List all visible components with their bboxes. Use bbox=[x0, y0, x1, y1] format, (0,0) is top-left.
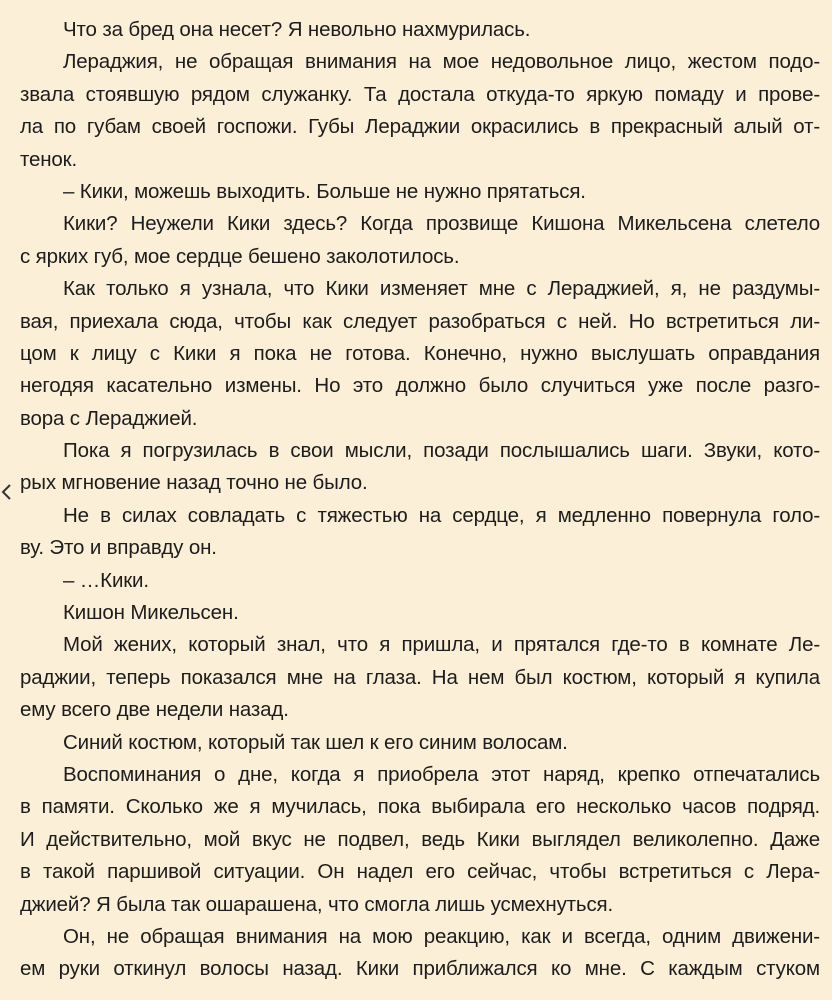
text-line: звала стоявшую рядом служанку. Та достала откуда-то яркую помаду и прове- bbox=[20, 82, 820, 106]
text-line: И действительно, мой вкус не подвел, ведь Кики выглядел великолепно. Даже bbox=[20, 827, 820, 851]
text-line: ему всего две недели назад. bbox=[20, 698, 289, 722]
chevron-left-icon[interactable] bbox=[0, 481, 14, 503]
text-line: Кики? Неужели Кики здесь? Когда прозвище Кишона Микельсена слетело bbox=[63, 212, 820, 236]
text-line: раджии, теперь показался мне на глаза. На нем был костюм, который я купила bbox=[20, 665, 820, 689]
text-line: Пока я погрузилась в свои мысли, позади послышались шаги. Звуки, кото- bbox=[63, 439, 820, 463]
text-line: рых мгновение назад точно не было. bbox=[20, 471, 368, 495]
text-line: Синий костюм, который так шел к его синим волосам. bbox=[63, 730, 568, 754]
text-line: ем руки откинул волосы назад. Кики приближался ко мне. С каждым стуком bbox=[20, 957, 820, 981]
text-line: в памяти. Сколько же я мучилась, пока выбирала его несколько часов подряд. bbox=[20, 795, 820, 819]
text-line: цом к лицу с Кики я пока не готова. Конечно, нужно выслушать оправдания bbox=[20, 341, 820, 365]
text-line: – Кики, можешь выходить. Больше не нужно прятаться. bbox=[63, 179, 586, 203]
text-line: с ярких губ, мое сердце бешено заколотилось. bbox=[20, 244, 460, 268]
text-line: Воспоминания о дне, когда я приобрела этот наряд, крепко отпечатались bbox=[63, 762, 820, 786]
book-text bbox=[20, 14, 820, 986]
text-line: Не в силах совладать с тяжестью на сердце, я медленно повернула голо- bbox=[63, 503, 820, 527]
text-line: вора с Лераджией. bbox=[20, 406, 198, 430]
text-line: – …Кики. bbox=[63, 568, 149, 592]
text-line: Лераджия, не обращая внимания на мое недовольное лицо, жестом подо- bbox=[63, 50, 820, 74]
text-line: негодяя касательно измены. Но это должно было случиться уже после разго- bbox=[20, 374, 820, 398]
text-line: Он, не обращая внимания на мою реакцию, как и всегда, одним движени- bbox=[63, 924, 820, 948]
text-line: джией? Я была так ошарашена, что смогла лишь усмехнуться. bbox=[20, 892, 614, 916]
text-line: Как только я узнала, что Кики изменяет мне с Лераджией, я, не раздумы- bbox=[63, 277, 820, 301]
text-line: в такой паршивой ситуации. Он надел его сейчас, чтобы встретиться с Лера- bbox=[20, 860, 820, 884]
text-line: Мой жених, который знал, что я пришла, и прятался где-то в комнате Ле- bbox=[63, 633, 820, 657]
text-line: Что за бред она несет? Я невольно нахмурилась. bbox=[63, 18, 531, 41]
text-line: вая, приехала сюда, чтобы как следует разобраться с ней. Но встретиться ли- bbox=[20, 309, 820, 333]
text-line: тенок. bbox=[20, 147, 78, 171]
text-line: ла по губам своей госпожи. Губы Лераджии окрасились в прекрасный алый от- bbox=[20, 115, 820, 139]
text-line: Кишон Микельсен. bbox=[63, 601, 239, 625]
text-line: ву. Это и вправду он. bbox=[20, 536, 217, 560]
